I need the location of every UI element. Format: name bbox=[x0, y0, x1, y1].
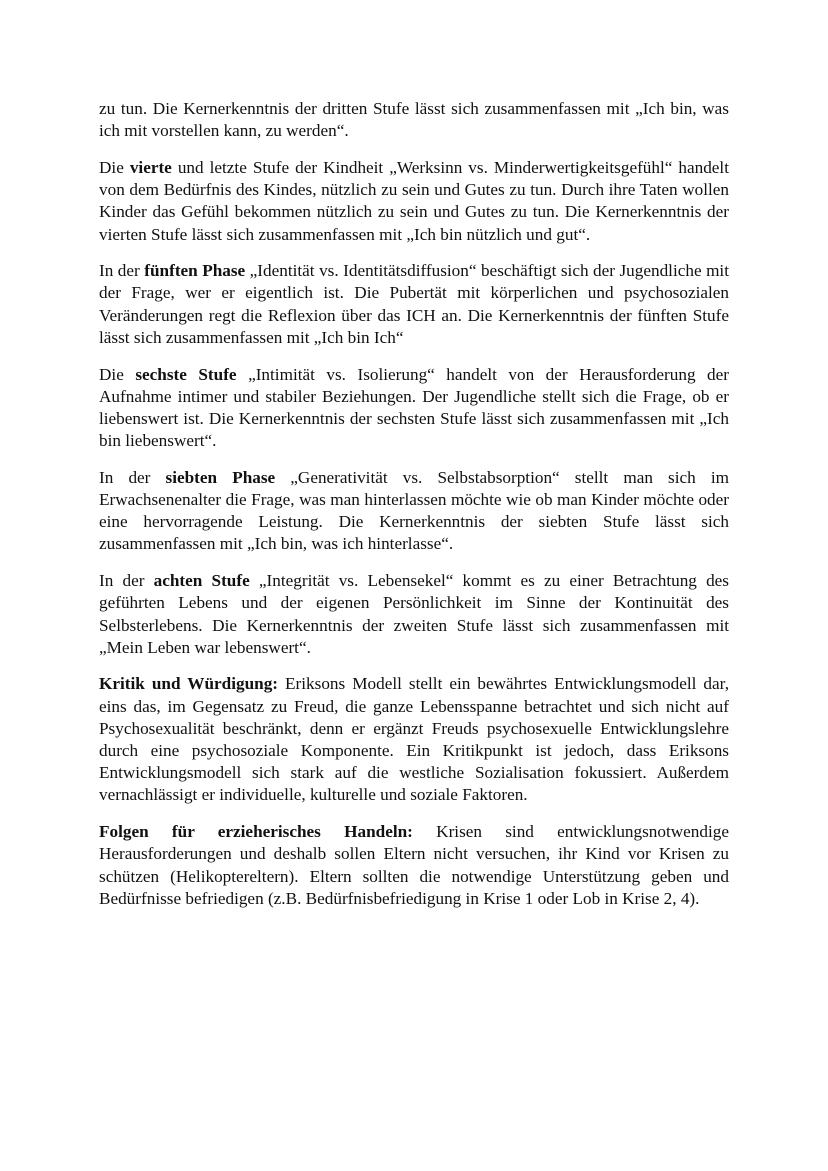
paragraph-consequences bbox=[99, 821, 729, 910]
paragraph-text: Krisen sind entwicklungsnotwendige Herausforderungen und deshalb sollen Eltern nicht versuchen, ihr Kind vor Krisen zu schützen (Helikoptereltern). Eltern sollten die notwendige Unterstützung geben und Bedürfnisse befriedigen (z.B. Bedürfnisbefriedigung in Krise 1 oder Lob in Krise 2, 4). bbox=[99, 822, 729, 908]
document-page bbox=[99, 98, 729, 925]
paragraph-stage-seven bbox=[99, 467, 729, 556]
paragraph-critique bbox=[99, 673, 729, 806]
paragraph-heading: Kritik und Würdigung: bbox=[99, 674, 279, 694]
paragraph-keyword: vierte bbox=[129, 157, 172, 177]
paragraph-text: „Intimität vs. Isolierung“ handelt von der Herausforderung der Aufnahme intimer und stabiler Beziehungen. Der Jugendliche stellt sich die Frage, ob er liebenswert ist. Die Kernerkenntnis der sechsten Stufe lässt sich zusammenfassen mit „Ich bin liebenswert“. bbox=[99, 364, 729, 451]
paragraph-keyword: siebten Phase bbox=[165, 467, 276, 487]
paragraph-keyword: fünften Phase bbox=[144, 261, 246, 281]
paragraph-text: und letzte Stufe der Kindheit „Werksinn vs. Minderwertigkeitsgefühl“ handelt von dem Bedürfnis des Kindes, nützlich zu sein und Gutes zu tun. Durch ihre Taten wollen Kinder das Gefühl bekommen nützlich zu sein und Gutes zu tun. Die Kernerkenntnis der vierten Stufe lässt sich zusammenfassen mit „Ich bin nützlich und gut“. bbox=[99, 157, 729, 244]
paragraph-lead: Die bbox=[99, 157, 130, 177]
paragraph-stage-eight bbox=[99, 570, 729, 659]
paragraph-lead: In der bbox=[99, 571, 154, 591]
paragraph-text: zu tun. Die Kernerkenntnis der dritten Stufe lässt sich zusammenfassen mit „Ich bin, was ich mit vorstellen kann, zu werden“. bbox=[99, 99, 729, 141]
paragraph-stage-four bbox=[99, 157, 729, 246]
paragraph-keyword: sechste Stufe bbox=[135, 364, 237, 384]
paragraph-stage-six bbox=[99, 364, 729, 453]
paragraph-text: „Generativität vs. Selbstabsorption“ stellt man sich im Erwachsenenalter die Frage, was man hinterlassen möchte wie ob man Kinder möchte oder eine hervorragende Leistung. Die Kernerkenntnis der siebten Stufe lässt sich zusammenfassen mit „Ich bin, was ich hinterlasse“. bbox=[99, 467, 729, 554]
paragraph-text: „Identität vs. Identitätsdiffusion“ beschäftigt sich der Jugendliche mit der Frage, wer er eigentlich ist. Die Pubertät mit körperlichen und psychosozialen Veränderungen regt die Reflexion über das ICH an. Die Kernerkenntnis der fünften Stufe lässt sich zusammenfassen mit „Ich bin Ich“ bbox=[99, 261, 729, 347]
paragraph-stage-three-summary bbox=[99, 98, 729, 142]
paragraph-text: „Integrität vs. Lebensekel“ kommt es zu einer Betrachtung des geführten Lebens und der eigenen Persönlichkeit im Sinne der Kontinuität des Selbsterlebens. Die Kernerkenntnis der zweiten Stufe lässt sich zusammenfassen mit „Mein Leben war lebenswert“. bbox=[99, 571, 729, 657]
paragraph-heading: Folgen für erzieherisches Handeln: bbox=[99, 822, 413, 842]
paragraph-lead: In der bbox=[99, 467, 166, 487]
paragraph-stage-five bbox=[99, 260, 729, 349]
paragraph-lead: Die bbox=[99, 364, 136, 384]
paragraph-text: Eriksons Modell stellt ein bewährtes Entwicklungsmodell dar, eins das, im Gegensatz zu Freud, die ganze Lebensspanne betrachtet und sich nicht auf Psychosexualität beschränkt, denn er ergänzt Freuds psychosexuelle Entwicklungslehre durch eine psychosoziale Komponente. Ein Kritikpunkt ist jedoch, dass Eriksons Entwicklungsmodell sich stark auf die westliche Sozialisation fokussiert. Außerdem vernachlässigt er individuelle, kulturelle und soziale Faktoren. bbox=[99, 674, 729, 805]
paragraph-lead: In der bbox=[99, 261, 145, 281]
paragraph-keyword: achten Stufe bbox=[153, 571, 250, 591]
